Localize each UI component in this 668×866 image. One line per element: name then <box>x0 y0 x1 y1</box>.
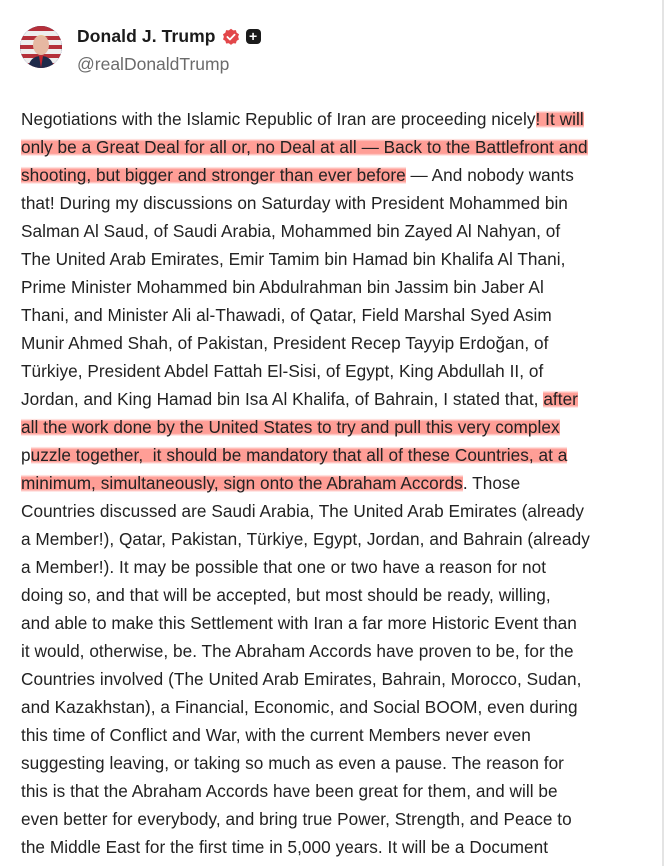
post-text: a Member!). It may be possible that one or two have a reason for not <box>21 557 547 577</box>
post-text: — And nobody wants <box>405 165 574 185</box>
verified-badge-icon <box>222 28 240 46</box>
post-text-line <box>21 777 668 805</box>
post-text-line <box>21 553 668 581</box>
post-text: Jordan, and King Hamad bin Isa Al Khalifa, of Bahrain, I stated that, <box>21 389 544 409</box>
highlighted-text: shooting, but bigger and stronger than ever before <box>21 165 406 185</box>
post-text: suggesting leaving, or taking so much as even a pause. The reason for <box>21 753 564 773</box>
post-text: p <box>21 445 31 465</box>
post-text-line <box>21 413 668 441</box>
post-text: Munir Ahmed Shah, of Pakistan, President Recep Tayyip Erdoğan, of <box>21 333 549 353</box>
highlighted-text: ! It will <box>535 109 584 129</box>
post-text-line <box>21 105 668 133</box>
post-text: Salman Al Saud, of Saudi Arabia, Mohammed bin Zayed Al Nahyan, of <box>21 221 561 241</box>
post-text-line <box>21 441 668 469</box>
post-text-line <box>21 357 668 385</box>
highlighted-text: after <box>543 389 578 409</box>
post-text: doing so, and that will be accepted, but most should be ready, willing, <box>21 585 551 605</box>
post-text: . Those <box>462 473 521 493</box>
post-text-line <box>21 665 668 693</box>
post-text-line <box>21 833 668 861</box>
post-text: Prime Minister Mohammed bin Abdulrahman bin Jassim bin Jaber Al <box>21 277 544 297</box>
highlighted-text: minimum, simultaneously, sign onto the Abraham Accords <box>21 473 463 493</box>
post-text: that! During my discussions on Saturday with President Mohammed bin <box>21 193 568 213</box>
post-text-line <box>21 469 668 497</box>
post-text: Countries discussed are Saudi Arabia, The United Arab Emirates (already <box>21 501 585 521</box>
post-text: a Member!), Qatar, Pakistan, Türkiye, Egypt, Jordan, and Bahrain (already <box>21 529 590 549</box>
post-text: and Kazakhstan), a Financial, Economic, and Social BOOM, even during <box>21 697 578 717</box>
author-handle[interactable]: @realDonaldTrump <box>77 54 230 74</box>
post-header <box>20 26 620 76</box>
post-text: and able to make this Settlement with Iran a far more Historic Event than <box>21 613 577 633</box>
post-text-line <box>21 805 668 833</box>
post-text-line <box>21 189 668 217</box>
post-text: even better for everybody, and bring true Power, Strength, and Peace to <box>21 809 572 829</box>
post-body <box>21 105 668 861</box>
highlighted-text: all the work done by the United States to try and pull this very complex <box>21 417 560 437</box>
highlighted-text: uzzle together, it should be mandatory that all of these Countries, at a <box>30 445 568 465</box>
post-text-line <box>21 609 668 637</box>
post-text-line <box>21 721 668 749</box>
post-text-line <box>21 637 668 665</box>
post-text-line <box>21 161 668 189</box>
post-text: the Middle East for the first time in 5,000 years. It will be a Document <box>21 837 549 857</box>
post-text-line <box>21 749 668 777</box>
avatar[interactable] <box>20 26 62 68</box>
post-text-line <box>21 273 668 301</box>
post-text: Countries involved (The United Arab Emirates, Bahrain, Morocco, Sudan, <box>21 669 582 689</box>
post-text: this time of Conflict and War, with the current Members never even <box>21 725 531 745</box>
post-text: Türkiye, President Abdel Fattah El-Sisi, of Egypt, King Abdullah II, of <box>21 361 544 381</box>
post-text-line <box>21 133 668 161</box>
author-name[interactable]: Donald J. Trump <box>77 26 216 46</box>
post-text-line <box>21 329 668 357</box>
author-row <box>77 26 261 47</box>
post-text-line <box>21 301 668 329</box>
post-text-line <box>21 497 668 525</box>
highlighted-text: only be a Great Deal for all or, no Deal at all — Back to the Battlefront and <box>21 137 588 157</box>
post-text: Thani, and Minister Ali al-Thawadi, of Qatar, Field Marshal Syed Asim <box>21 305 552 325</box>
post-text-line <box>21 245 668 273</box>
post-text-line <box>21 693 668 721</box>
post-text: this is that the Abraham Accords have been great for them, and will be <box>21 781 558 801</box>
post-text: The United Arab Emirates, Emir Tamim bin Hamad bin Khalifa Al Thani, <box>21 249 566 269</box>
post-text-line <box>21 581 668 609</box>
post-text-line <box>21 525 668 553</box>
post-text: it would, otherwise, be. The Abraham Accords have proven to be, for the <box>21 641 574 661</box>
plus-square-icon[interactable]: + <box>246 29 261 44</box>
post-text: Negotiations with the Islamic Republic of Iran are proceeding nicely <box>21 109 536 129</box>
post-text-line <box>21 217 668 245</box>
post-text-line <box>21 385 668 413</box>
profile-photo-icon <box>20 26 62 68</box>
